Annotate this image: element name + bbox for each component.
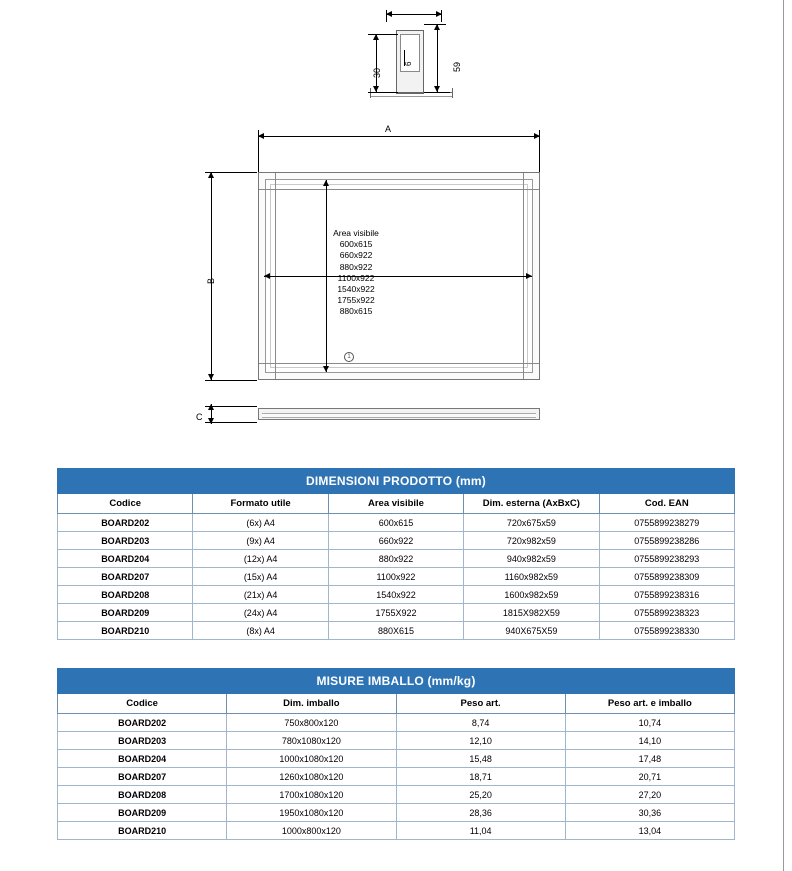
cell-codice: BOARD208: [58, 586, 193, 604]
dim-c-arrow-up: [208, 404, 214, 410]
cell-codice: BOARD207: [58, 568, 193, 586]
dim-30-ext-top: [368, 34, 398, 35]
cell-dim-imballo: 1260x1080x120: [227, 768, 396, 786]
dim-59-ext-top: [424, 24, 446, 25]
cell-ean: 0755899238323: [599, 604, 734, 622]
page-right-rule: [783, 0, 784, 871]
cell-dim-esterna: 720x675x59: [464, 514, 599, 532]
cell-dim-esterna: 1600x982x59: [464, 586, 599, 604]
section-top-dim-tick-left: [386, 10, 387, 22]
cell-ean: 0755899238286: [599, 532, 734, 550]
table-row: [58, 804, 735, 822]
visible-area-value-0: 600x615: [339, 239, 373, 250]
visible-area-title: Area visibile: [333, 228, 379, 238]
cell-codice: BOARD208: [58, 786, 227, 804]
table-row: [58, 514, 735, 532]
table-header-row: [58, 494, 735, 514]
cell-formato: (6x) A4: [193, 514, 328, 532]
cell-peso-art: 8,74: [396, 714, 565, 732]
board-width-arrow-left: [264, 273, 270, 279]
cell-peso-art-imballo: 20,71: [565, 768, 734, 786]
cell-formato: (15x) A4: [193, 568, 328, 586]
dim-59-ext-bottom: [424, 92, 450, 93]
cell-area: 600x615: [328, 514, 463, 532]
cell-peso-art-imballo: 10,74: [565, 714, 734, 732]
cell-ean: 0755899238309: [599, 568, 734, 586]
cell-peso-art: 28,36: [396, 804, 565, 822]
packaging-measures-banner: MISURE IMBALLO (mm/kg): [58, 669, 735, 694]
cell-dim-esterna: 940x982x59: [464, 550, 599, 568]
cell-area: 880X615: [328, 622, 463, 640]
dim-c-arrow-down: [208, 418, 214, 424]
dim-b-label: B: [206, 277, 216, 284]
cell-area: 1755X922: [328, 604, 463, 622]
visible-area-value-6: 880x615: [339, 306, 373, 317]
dim-59-label: 59: [452, 61, 462, 72]
detail-marker-label: 1: [347, 354, 351, 360]
cell-formato: (12x) A4: [193, 550, 328, 568]
col-header-codice-imballo: Codice: [58, 694, 227, 714]
dim-a-line: [258, 136, 540, 137]
table-row: [58, 714, 735, 732]
section-top-dim-line: [386, 14, 442, 15]
dim-b-ext-top: [205, 172, 257, 173]
technical-drawing: [0, 0, 760, 448]
cell-formato: (21x) A4: [193, 586, 328, 604]
cell-dim-imballo: 1700x1080x120: [227, 786, 396, 804]
dim-59-line: [437, 24, 438, 92]
visible-area-value-4: 1540x922: [337, 284, 375, 295]
table-row: [58, 786, 735, 804]
dim-30-ext-bottom: [368, 92, 398, 93]
dim-a-ext-left: [258, 130, 259, 174]
dim-6-label: 6: [404, 61, 413, 66]
cell-area: 880x922: [328, 550, 463, 568]
cell-dim-imballo: 1000x1080x120: [227, 750, 396, 768]
col-header-dim-imballo: Dim. imballo: [227, 694, 396, 714]
table-row: [58, 550, 735, 568]
cell-codice: BOARD209: [58, 604, 193, 622]
cell-ean: 0755899238330: [599, 622, 734, 640]
table-row: [58, 568, 735, 586]
cell-ean: 0755899238279: [599, 514, 734, 532]
section-top-dim-tick-right: [441, 10, 442, 22]
cell-codice: BOARD204: [58, 750, 227, 768]
dim-c-ext-bottom: [205, 422, 257, 423]
cell-ean: 0755899238316: [599, 586, 734, 604]
dim-30-label: 30: [372, 67, 382, 78]
cell-codice: BOARD210: [58, 822, 227, 840]
cell-peso-art: 25,20: [396, 786, 565, 804]
profile-base-line-2: [370, 96, 452, 97]
table-row: [58, 586, 735, 604]
cell-dim-esterna: 1815X982X59: [464, 604, 599, 622]
table-header-row: [58, 694, 735, 714]
cell-codice: BOARD202: [58, 714, 227, 732]
cell-codice: BOARD203: [58, 732, 227, 750]
cell-ean: 0755899238293: [599, 550, 734, 568]
col-header-peso-art: Peso art.: [396, 694, 565, 714]
profile-base-right-edge: [452, 88, 453, 98]
visible-area-value-3: 1100x922: [337, 272, 375, 283]
packaging-measures-table-block: [57, 668, 735, 840]
cell-peso-art-imballo: 27,20: [565, 786, 734, 804]
board-bottom-profile-view: [258, 408, 540, 420]
dim-c-ext-top: [205, 406, 257, 407]
col-header-formato-utile: Formato utile: [193, 494, 328, 514]
table-row: [58, 750, 735, 768]
profile-base-left-edge: [370, 88, 371, 98]
visible-area-value-5: 1755x922: [337, 295, 375, 306]
cell-dim-esterna: 720x982x59: [464, 532, 599, 550]
cell-codice: BOARD210: [58, 622, 193, 640]
board-height-arrow-up: [323, 180, 329, 186]
cell-peso-art-imballo: 13,04: [565, 822, 734, 840]
table-row: [58, 622, 735, 640]
col-header-cod-ean: Cod. EAN: [599, 494, 734, 514]
board-width-arrow-right: [526, 273, 532, 279]
cell-area: 660x922: [328, 532, 463, 550]
col-header-peso-art-imballo: Peso art. e imballo: [565, 694, 734, 714]
board-frame-bottom-rail: [259, 363, 539, 364]
visible-area-callout: [296, 228, 416, 318]
cell-peso-art: 15,48: [396, 750, 565, 768]
dim-b-ext-bottom: [205, 380, 257, 381]
visible-area-value-1: 660x922: [339, 250, 373, 261]
product-dimensions-table-block: [57, 468, 735, 640]
cell-dim-esterna: 940X675X59: [464, 622, 599, 640]
dim-a-label: A: [385, 124, 392, 134]
col-header-dim-esterna: Dim. esterna (AxBxC): [464, 494, 599, 514]
table-row: [58, 822, 735, 840]
cell-formato: (9x) A4: [193, 532, 328, 550]
product-dimensions-table: [57, 468, 735, 640]
cell-codice: BOARD202: [58, 514, 193, 532]
cell-formato: (24x) A4: [193, 604, 328, 622]
cell-dim-imballo: 1950x1080x120: [227, 804, 396, 822]
board-frame-top-rail: [259, 189, 539, 190]
cell-peso-art-imballo: 14,10: [565, 732, 734, 750]
cell-dim-imballo: 780x1080x120: [227, 732, 396, 750]
col-header-area-visibile: Area visibile: [328, 494, 463, 514]
visible-area-value-2: 880x922: [339, 261, 373, 272]
cell-formato: (8x) A4: [193, 622, 328, 640]
cell-codice: BOARD207: [58, 768, 227, 786]
dim-c-label: C: [196, 412, 203, 422]
cell-dim-imballo: 1000x800x120: [227, 822, 396, 840]
table-row: [58, 604, 735, 622]
dim-b-line: [211, 172, 212, 380]
detail-marker-icon: [344, 352, 354, 362]
col-header-codice: Codice: [58, 494, 193, 514]
cell-codice: BOARD204: [58, 550, 193, 568]
table-banner-row: [58, 469, 735, 494]
table-banner-row: [58, 669, 735, 694]
table-row: [58, 768, 735, 786]
board-bottom-profile-inner: [262, 413, 536, 418]
cell-peso-art: 11,04: [396, 822, 565, 840]
cell-area: 1540x922: [328, 586, 463, 604]
dim-30-line: [376, 34, 377, 92]
cell-codice: BOARD203: [58, 532, 193, 550]
cell-peso-art: 12,10: [396, 732, 565, 750]
cell-dim-imballo: 750x800x120: [227, 714, 396, 732]
cell-peso-art-imballo: 17,48: [565, 750, 734, 768]
dim-a-ext-right: [539, 130, 540, 174]
cell-peso-art-imballo: 30,36: [565, 804, 734, 822]
cell-codice: BOARD209: [58, 804, 227, 822]
table-row: [58, 532, 735, 550]
profile-section-cavity: [400, 34, 420, 72]
cell-dim-esterna: 1160x982x59: [464, 568, 599, 586]
cell-area: 1100x922: [328, 568, 463, 586]
cell-peso-art: 18,71: [396, 768, 565, 786]
table-row: [58, 732, 735, 750]
product-dimensions-banner: DIMENSIONI PRODOTTO (mm): [58, 469, 735, 494]
board-height-arrow-down: [323, 366, 329, 372]
packaging-measures-table: [57, 668, 735, 840]
